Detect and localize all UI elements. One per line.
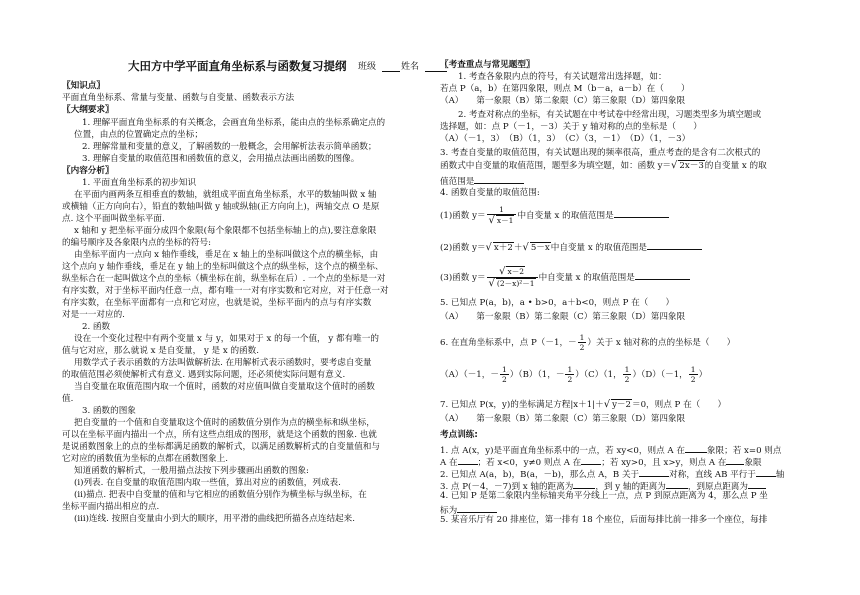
radicand: x－2: [507, 267, 524, 276]
paragraph-line: 坐标平面内描出相应的点.: [62, 502, 160, 512]
paragraph-line: 的编号顺序及各象限内点的坐标的符号:: [62, 238, 211, 248]
name-label: 姓名: [401, 62, 420, 72]
question-text: 中自变量 x 的取值范围是: [550, 243, 647, 253]
fraction: [578, 333, 587, 352]
answer-blank[interactable]: [474, 174, 524, 184]
radicand: (2－x)²－1: [496, 279, 535, 288]
question-line: [440, 266, 690, 289]
option-text: ）（C）（1，: [575, 370, 622, 380]
paragraph-line: 2. 考查对称点的坐标，有关试题在中考试卷中经常出现，习题类型多为填空题或: [458, 110, 762, 120]
paragraph-line: 有序实数，在坐标平面都有一点和它对应，也就是说，坐标平面内的点与有序实数: [62, 298, 372, 308]
exercise-text: ；若 xy>0，且 x>y，则点 A 在: [601, 458, 727, 468]
paragraph-line: 设在一个变化过程中有两个变量 x 与 y，如果对于 x 的每一个值， y 都有唯一的: [74, 334, 379, 344]
question-line: [440, 399, 726, 411]
paragraph-line: 点. 这个平面叫做坐标平面.: [62, 214, 165, 224]
fraction: [689, 365, 698, 384]
paragraph-line: 有序实数，对于坐标平面内任意一点，都有唯一一对有序实数和它对应，对于任意一对: [62, 286, 389, 296]
option-text: ）（B）（1，－: [509, 370, 565, 380]
radical-sign: √: [488, 278, 495, 289]
paragraph-line: 当自变量在取值范围内取一个值时，函数的对应值叫做自变量取这个值时的函数: [74, 382, 375, 392]
paragraph-line: 知道函数的解析式，一般用描点法按下列步骤画出函数的图象:: [74, 466, 309, 476]
denominator: 2: [624, 375, 630, 384]
paragraph-line: x 轴和 y 把坐标平面分成四个象限(每个象限都不包括坐标轴上的点),要注意象限: [74, 226, 377, 236]
paragraph-line: 4. 函数自变量的取值范围:: [440, 188, 540, 198]
fraction: [487, 205, 517, 226]
question-text: 6. 在直角坐标系中，点 P（－1，－: [440, 338, 577, 348]
answer-blank[interactable]: [581, 455, 601, 465]
denominator: [487, 278, 538, 289]
exercise-text: 2. 已知点 A(a，b)，B(a，－b)，那么点 A，B 关于: [440, 470, 640, 480]
exercise-text: ，到 y 轴的距离为: [595, 482, 666, 492]
paragraph-line: 或横轴（正方向向右），铅直的数轴叫做 y 轴或纵轴(正方向向上)，两轴交点 O 是原: [62, 202, 380, 212]
numerator: [487, 266, 538, 278]
paragraph-line: 位置，由点的位置确定点的坐标；: [74, 130, 203, 140]
exercise-text: 轴: [775, 470, 785, 480]
paragraph-line: 2. 理解常量和变量的意义，了解函数的一般概念，会用解析法表示简单函数；: [82, 142, 377, 152]
radicand: x－1: [496, 216, 514, 225]
section-heading: 〖内容分析〗: [62, 166, 114, 176]
numerator: 1: [501, 365, 507, 374]
numerator: 1: [690, 365, 696, 374]
question-text: 值范围是: [440, 177, 475, 187]
radical-sign: √: [603, 399, 611, 410]
question-text: (2)函数 y＝: [440, 243, 486, 253]
class-label: 班级: [358, 62, 377, 72]
fraction: [487, 266, 538, 289]
answer-blank[interactable]: [647, 240, 702, 250]
paragraph-line: 值与它对应，那么就说 x 是自变量， y 是 x 的函数.: [62, 346, 259, 356]
question-text: 的自变量 x 的取: [704, 161, 767, 171]
question-line: [440, 333, 735, 353]
subheading: 1. 平面直角坐标系的初步知识: [82, 178, 197, 188]
class-blank[interactable]: [382, 62, 400, 72]
radical-sign: √: [671, 160, 678, 171]
denominator: 2: [579, 343, 585, 352]
paragraph-line: 它对应的函数值为坐标的点都在函数图象上.: [62, 454, 229, 464]
paragraph-line: 这个点向 y 轴作垂线，垂足在 y 轴上的坐标叫做这个点的纵坐标，这个点的横坐标、: [62, 262, 384, 272]
paragraph-line: 值.: [62, 394, 74, 404]
paragraph-line: 可以在坐标平面内描出一个点，所有这些点组成的图形，就是这个函数的图象. 也就: [62, 430, 377, 440]
radical-sign: √: [522, 242, 529, 253]
section-heading: 考点训练:: [440, 430, 478, 440]
option-text: ）（D）（－1，: [632, 370, 688, 380]
numerator: 1: [567, 365, 573, 374]
exercise-text: 标为: [440, 506, 458, 516]
paragraph-line: (ii)描点. 把表中自变量的值和与它相应的函数值分别作为横坐标与纵坐标，在: [74, 490, 367, 500]
paragraph-line: 对是一一对应的.: [62, 310, 125, 320]
question-text: ）关于 x 轴对称的点的坐标是（ ）: [587, 338, 736, 348]
section-heading: 〖大纲要求〗: [62, 105, 114, 115]
question-text: (3)函数 y＝: [440, 273, 486, 283]
answer-blank[interactable]: [748, 479, 766, 489]
radicand: y－2: [612, 400, 631, 410]
question-line: [440, 160, 767, 172]
question-line: 选择题，如：点 P（－1，－3）关于 y 轴对称的点的坐标是（ ）: [440, 122, 702, 132]
subheading: 3. 函数的图象: [82, 406, 136, 416]
fraction: [500, 365, 509, 384]
paragraph-line: 用数学式子表示函数的方法叫做解析法. 在用解析式表示函数时，要考虑自变量: [74, 358, 372, 368]
fraction: [623, 365, 632, 384]
paragraph-line: 是说函数图象上的点的坐标都满足函数的解析式，以满足函数解析式的自变量值和与: [62, 442, 380, 452]
exercise-text: 象限；若 x=0 则点: [706, 446, 782, 456]
paragraph-line: 的取值范围必须使解析式有意义. 遇到实际问题，还必须使实际问题有意义.: [62, 370, 346, 380]
answer-blank[interactable]: [639, 467, 669, 477]
question-text: ＋: [513, 243, 523, 253]
answer-blank[interactable]: [635, 270, 690, 280]
question-text: 函数式中自变量的取值范围，题型多为填空题，如：函数 y＝: [440, 161, 672, 171]
denominator: 2: [690, 375, 696, 384]
answer-options: （A） 第一象限（B）第二象限（C）第三象限（D）第四象限: [440, 414, 686, 424]
answer-blank[interactable]: [614, 208, 669, 218]
exercise-text: 象限: [744, 458, 762, 468]
paragraph-line: 平面直角坐标系、常量与变量、函数与自变量、函数表示方法: [62, 93, 295, 103]
paragraph-line: 在平面内画两条互相垂直的数轴，就组成平面直角坐标系，水平的数轴叫做 x 轴: [74, 190, 377, 200]
paragraph-line: (i)列表. 在自变量的取值范围内取一些值，算出对应的函数值，列成表.: [74, 478, 341, 488]
exercise-text: 3. 点 P(－4，－7)到 x 轴的距离为: [440, 482, 574, 492]
section-heading: 〖考查重点与常见题型〗: [440, 60, 535, 70]
paragraph-line: (iii)连线. 按照自变量由小到大的顺序，用平滑的曲线把所描各点连结起来.: [74, 514, 355, 524]
denominator: [487, 215, 517, 226]
question-line: 若点 P（a，b）在第四象限，则点 M（b－a，a－b）在（ ）: [440, 84, 690, 94]
answer-blank[interactable]: [573, 479, 595, 489]
answer-blank[interactable]: [458, 455, 478, 465]
answer-options: （A）（－1，3） （B）（1，3） （C）（3，－1） （D）（1，－3）: [440, 134, 691, 144]
answer-blank[interactable]: [726, 455, 744, 465]
answer-blank[interactable]: [685, 443, 707, 453]
subheading: 2. 函数: [82, 322, 111, 332]
paragraph-line: 把自变量的一个值和自变量取这个值时的函数值分别作为点的横坐标和纵坐标，: [74, 418, 375, 428]
radicand: x＋2: [493, 243, 513, 253]
paragraph-line: 3. 考查自变量的取值范围，有关试题出现的频率很高，重点考查的是含有二次根式的: [440, 148, 761, 158]
fraction: [565, 365, 574, 384]
radicand: 2x－3: [679, 161, 704, 171]
answer-blank[interactable]: [666, 479, 688, 489]
question-text: 中自变量 x 的取值范围是: [517, 211, 614, 221]
question-line: [440, 240, 702, 254]
paragraph-line: 由坐标平面内一点向 x 轴作垂线，垂足在 x 轴上的坐标叫做这个点的横坐标，由: [74, 250, 379, 260]
radicand: 5－x: [530, 243, 550, 253]
question-text: ＝0，则点 P 在（ ）: [631, 400, 727, 410]
document-title: 大田方中学平面直角坐标系与函数复习提纲: [128, 59, 347, 73]
exercise-text: ，到原点距离为: [687, 482, 748, 492]
option-text: ）: [698, 370, 708, 380]
option-text: （A）（－1，－: [440, 370, 499, 380]
question-line: [440, 205, 669, 226]
numerator: 1: [624, 365, 630, 374]
paragraph-line: 纵坐标合在一起叫做这个点的坐标（横坐标在前，纵坐标在后）. 一个点的坐标是一对: [62, 274, 386, 284]
question-text: 7. 已知点 P(x，y)的坐标满足方程|x＋1|＋: [440, 400, 604, 410]
answer-options: （A） 第一象限（B）第二象限（C）第三象限（D）第四象限: [440, 96, 686, 106]
question-text: (1)函数 y＝: [440, 211, 486, 221]
answer-options: （A） 第一象限（B）第二象限（C）第三象限（D）第四象限: [440, 312, 686, 322]
exercise-line: 5. 某音乐厅有 20 排座位，第一排有 18 个座位，后面每排比前一排多一个座位，每排: [440, 515, 768, 525]
radical-sign: √: [485, 242, 492, 253]
paragraph-line: 1. 理解平面直角坐标系的有关概念，会画直角坐标系，能由点的坐标系确定点的: [82, 118, 386, 128]
section-heading: 〖知识点〗: [62, 81, 105, 91]
radical-sign: √: [499, 266, 506, 277]
paragraph-line: 3. 理解自变量的取值范围和函数值的意义，会用描点法画出函数的图像。: [82, 154, 360, 164]
radical-sign: √: [488, 215, 495, 226]
exercise-text: A 在: [440, 458, 458, 468]
question-text: 中自变量 x 的取值范围是: [538, 273, 635, 283]
paragraph-line: 1. 考查各象限内点的符号，有关试题常出选择题，如：: [458, 72, 667, 82]
answer-blank[interactable]: [756, 467, 776, 477]
answer-options: [440, 365, 707, 385]
denominator: 2: [501, 375, 507, 384]
numerator: 1: [579, 333, 585, 342]
exercise-text: 对称，直线 AB 平行于: [669, 470, 756, 480]
denominator: 2: [567, 375, 573, 384]
question-line: [440, 174, 524, 188]
numerator: 1: [487, 205, 517, 215]
question-line: 5. 已知点 P(a，b)，a • b>0，a＋b<0，则点 P 在（ ）: [440, 298, 675, 308]
exercise-text: 1. 点 A(x，y)是平面直角坐标系中的一点，若 xy<0，则点 A 在: [440, 446, 685, 456]
exercise-text: ；若 x<0，y≠0 则点 A 在: [477, 458, 582, 468]
exercise-line: 4. 已知 P 是第二象限内坐标轴夹角平分线上一点，点 P 到原点距离为 4，那么点 P 坐: [440, 491, 768, 501]
answer-blank[interactable]: [457, 503, 497, 513]
